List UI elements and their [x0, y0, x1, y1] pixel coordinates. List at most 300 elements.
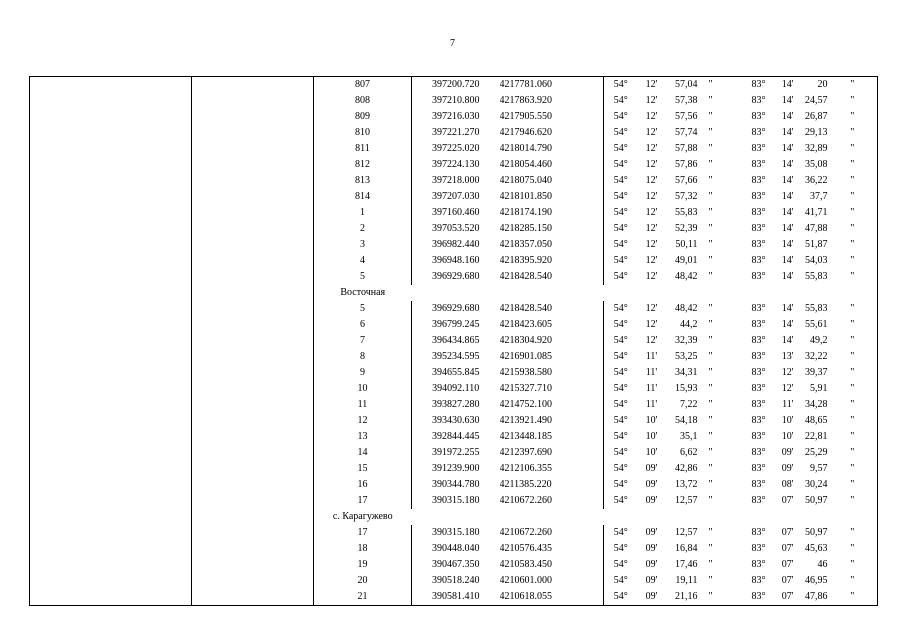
latitude-seconds-mark: ": [708, 463, 713, 474]
y-coordinate: 4218054.460: [500, 157, 604, 173]
empty-column-1: [30, 173, 192, 189]
longitude-seconds: 54,03: [805, 255, 828, 266]
latitude-degrees: 54°: [613, 175, 628, 186]
section-row: [30, 285, 878, 301]
point-number: 18: [314, 541, 412, 557]
longitude-seconds: 45,63: [805, 543, 828, 554]
latitude-seconds-mark: ": [708, 575, 713, 586]
longitude-seconds-mark: ": [828, 381, 878, 397]
longitude-seconds-mark: ": [828, 269, 878, 285]
point-number: 814: [314, 189, 412, 205]
latitude-seconds: 42,86: [675, 463, 698, 474]
y-coordinate: 4218101.850: [500, 189, 604, 205]
longitude-minutes: 14': [781, 127, 794, 138]
longitude-degrees: 83°: [751, 479, 766, 490]
y-coordinate: 4212106.355: [500, 461, 604, 477]
point-number: 12: [314, 413, 412, 429]
latitude-seconds: 32,39: [675, 335, 698, 346]
latitude-seconds: 57,66: [675, 175, 698, 186]
table-row: [30, 157, 878, 173]
x-coordinate: 397210.800: [432, 95, 480, 106]
latitude-seconds: 57,74: [675, 127, 698, 138]
table-body: [30, 77, 878, 606]
latitude-degrees: 54°: [613, 143, 628, 154]
empty-column-1: [30, 317, 192, 333]
longitude-minutes: 14': [781, 223, 794, 234]
point-number: 813: [314, 173, 412, 189]
empty-column-2: [192, 141, 314, 157]
latitude-degrees: 54°: [613, 111, 628, 122]
table-row: [30, 381, 878, 397]
latitude-seconds: 16,84: [675, 543, 698, 554]
point-number: 14: [314, 445, 412, 461]
latitude-seconds-mark: ": [708, 223, 713, 234]
latitude-degrees: 54°: [613, 527, 628, 538]
latitude-seconds: 7,22: [680, 399, 698, 410]
latitude-degrees: 54°: [613, 415, 628, 426]
longitude-degrees: 83°: [751, 175, 766, 186]
empty-column-1: [30, 141, 192, 157]
longitude-seconds-mark: ": [828, 173, 878, 189]
longitude-minutes: 12': [781, 383, 794, 394]
latitude-seconds-mark: ": [708, 255, 713, 266]
longitude-seconds: 36,22: [805, 175, 828, 186]
table-row: [30, 253, 878, 269]
longitude-seconds: 46: [817, 559, 828, 570]
y-coordinate: 4218428.540: [500, 269, 604, 285]
empty-column-2: [192, 301, 314, 317]
latitude-degrees: 54°: [613, 479, 628, 490]
latitude-seconds: 57,56: [675, 111, 698, 122]
empty-column-2: [192, 77, 314, 94]
empty-column-2: [192, 477, 314, 493]
point-number: 8: [314, 349, 412, 365]
y-coordinate: 4211385.220: [500, 477, 604, 493]
longitude-seconds: 39,37: [805, 367, 828, 378]
empty-column-1: [30, 573, 192, 589]
latitude-degrees: 54°: [613, 575, 628, 586]
empty-column-2: [192, 237, 314, 253]
longitude-degrees: 83°: [751, 207, 766, 218]
point-number: 13: [314, 429, 412, 445]
table-row: [30, 493, 878, 509]
latitude-minutes: 09': [645, 559, 658, 570]
empty-column-1: [30, 205, 192, 221]
empty-column-1: [30, 349, 192, 365]
longitude-degrees: 83°: [751, 271, 766, 282]
table-row: [30, 237, 878, 253]
longitude-seconds-mark: ": [828, 557, 878, 573]
coordinates-table: [29, 76, 878, 606]
longitude-minutes: 14': [781, 143, 794, 154]
latitude-degrees: 54°: [613, 431, 628, 442]
longitude-seconds-mark: ": [828, 365, 878, 381]
empty-column-1: [30, 525, 192, 541]
empty-column-1: [30, 157, 192, 173]
latitude-degrees: 54°: [613, 399, 628, 410]
longitude-seconds-mark: ": [828, 349, 878, 365]
section-blank: [412, 285, 878, 301]
x-coordinate: 397216.030: [432, 111, 480, 122]
empty-column-1: [30, 109, 192, 125]
latitude-minutes: 09': [645, 543, 658, 554]
latitude-seconds: 52,39: [675, 223, 698, 234]
x-coordinate: 390518.240: [432, 575, 480, 586]
latitude-degrees: 54°: [613, 271, 628, 282]
section-title: с. Карагужево: [332, 511, 393, 522]
latitude-degrees: 54°: [613, 223, 628, 234]
x-coordinate: 396929.680: [432, 271, 480, 282]
empty-column-2: [192, 221, 314, 237]
empty-column-1: [30, 237, 192, 253]
empty-column-1: [30, 541, 192, 557]
longitude-seconds: 50,97: [805, 527, 828, 538]
latitude-minutes: 12': [645, 303, 658, 314]
latitude-seconds-mark: ": [708, 543, 713, 554]
x-coordinate: 393827.280: [432, 399, 480, 410]
latitude-seconds-mark: ": [708, 111, 713, 122]
latitude-degrees: 54°: [613, 191, 628, 202]
table-row: [30, 541, 878, 557]
empty-column-2: [192, 349, 314, 365]
x-coordinate: 394092.110: [432, 383, 480, 394]
latitude-degrees: 54°: [604, 77, 638, 94]
latitude-degrees: 54°: [613, 303, 628, 314]
latitude-seconds-mark: ": [708, 559, 713, 570]
x-coordinate: 397053.520: [432, 223, 480, 234]
y-coordinate: 4215938.580: [500, 365, 604, 381]
latitude-seconds: 50,11: [675, 239, 698, 250]
longitude-seconds: 49,2: [810, 335, 828, 346]
table-row: [30, 125, 878, 141]
longitude-seconds-mark: ": [828, 333, 878, 349]
longitude-minutes: 14': [781, 255, 794, 266]
y-coordinate: 4210672.260: [500, 525, 604, 541]
table-row: [30, 93, 878, 109]
point-number: 11: [314, 397, 412, 413]
longitude-seconds-mark: ": [828, 301, 878, 317]
longitude-degrees: 83°: [751, 495, 766, 506]
latitude-seconds: 53,25: [675, 351, 698, 362]
latitude-degrees: 54°: [613, 383, 628, 394]
point-number: 17: [314, 525, 412, 541]
longitude-minutes: 07': [781, 575, 794, 586]
longitude-degrees: 83°: [751, 527, 766, 538]
latitude-seconds-mark: ": [708, 175, 713, 186]
empty-column-2: [192, 253, 314, 269]
latitude-minutes: 12': [645, 175, 658, 186]
empty-column-2: [192, 573, 314, 589]
longitude-seconds-mark: ": [828, 189, 878, 205]
longitude-degrees: 83°: [751, 191, 766, 202]
section-blank: [412, 509, 878, 525]
empty-column-1: [30, 509, 192, 525]
table-row: [30, 317, 878, 333]
latitude-seconds: 19,11: [675, 575, 698, 586]
latitude-seconds-mark: ": [708, 303, 713, 314]
table-row: [30, 141, 878, 157]
empty-column-1: [30, 397, 192, 413]
longitude-degrees: 83°: [751, 239, 766, 250]
longitude-degrees: 83°: [751, 447, 766, 458]
y-coordinate: 4218285.150: [500, 221, 604, 237]
longitude-seconds: 26,87: [805, 111, 828, 122]
longitude-minutes: 07': [781, 495, 794, 506]
empty-column-2: [192, 205, 314, 221]
empty-column-1: [30, 77, 192, 94]
empty-column-2: [192, 109, 314, 125]
latitude-minutes: 10': [645, 447, 658, 458]
latitude-minutes: 12': [645, 159, 658, 170]
latitude-seconds: 44,2: [680, 319, 698, 330]
longitude-minutes: 14': [781, 207, 794, 218]
longitude-minutes: 14': [781, 95, 794, 106]
latitude-seconds-mark: ": [708, 95, 713, 106]
longitude-minutes: 14': [781, 335, 794, 346]
empty-column-1: [30, 461, 192, 477]
longitude-minutes: 09': [781, 463, 794, 474]
longitude-seconds-mark: ": [828, 477, 878, 493]
latitude-minutes: 12': [645, 239, 658, 250]
x-coordinate: 392844.445: [432, 431, 480, 442]
empty-column-2: [192, 285, 314, 301]
longitude-degrees: 83°: [751, 575, 766, 586]
x-coordinate: 391972.255: [432, 447, 480, 458]
longitude-degrees: 83°: [751, 303, 766, 314]
x-coordinate: 396948.160: [432, 255, 480, 266]
empty-column-2: [192, 429, 314, 445]
latitude-degrees: 54°: [613, 495, 628, 506]
longitude-degrees: 83°: [724, 77, 766, 94]
table-row: [30, 365, 878, 381]
longitude-degrees: 83°: [724, 589, 766, 606]
table-row: [30, 205, 878, 221]
x-coordinate: 397225.020: [432, 143, 480, 154]
latitude-minutes: 12': [645, 335, 658, 346]
longitude-seconds-mark: ": [828, 125, 878, 141]
empty-column-2: [192, 397, 314, 413]
y-coordinate: 4218075.040: [500, 173, 604, 189]
point-number: 4: [314, 253, 412, 269]
longitude-minutes: 14': [766, 77, 794, 94]
longitude-minutes: 13': [781, 351, 794, 362]
x-coordinate: 391239.900: [432, 463, 480, 474]
latitude-seconds-mark: ": [708, 383, 713, 394]
latitude-seconds-mark: ": [708, 143, 713, 154]
point-number: 5: [314, 301, 412, 317]
latitude-minutes: 09': [645, 575, 658, 586]
point-number: 17: [314, 493, 412, 509]
table-row: [30, 173, 878, 189]
point-number: 6: [314, 317, 412, 333]
latitude-seconds: 12,57: [675, 495, 698, 506]
longitude-seconds-mark: ": [828, 397, 878, 413]
table-row: [30, 413, 878, 429]
latitude-degrees: 54°: [613, 367, 628, 378]
longitude-seconds: 29,13: [805, 127, 828, 138]
latitude-degrees: 54°: [613, 319, 628, 330]
y-coordinate: 4210583.450: [500, 557, 604, 573]
y-coordinate: 4210601.000: [500, 573, 604, 589]
latitude-minutes: 11': [645, 399, 658, 410]
longitude-degrees: 83°: [751, 543, 766, 554]
latitude-seconds: 57,04: [666, 77, 698, 94]
longitude-minutes: 14': [781, 175, 794, 186]
latitude-minutes: 12': [645, 207, 658, 218]
point-number: 811: [314, 141, 412, 157]
longitude-seconds-mark: ": [828, 493, 878, 509]
latitude-seconds-mark: ": [708, 527, 713, 538]
table-row: [30, 397, 878, 413]
x-coordinate: 397218.000: [432, 175, 480, 186]
longitude-minutes: 14': [781, 319, 794, 330]
empty-column-1: [30, 413, 192, 429]
longitude-degrees: 83°: [751, 319, 766, 330]
latitude-degrees: 54°: [613, 543, 628, 554]
latitude-minutes: 10': [645, 431, 658, 442]
point-number: 5: [314, 269, 412, 285]
longitude-seconds: 32,22: [805, 351, 828, 362]
x-coordinate: 396434.865: [432, 335, 480, 346]
latitude-seconds: 6,62: [680, 447, 698, 458]
latitude-minutes: 09': [645, 495, 658, 506]
empty-column-1: [30, 125, 192, 141]
longitude-seconds-mark: ": [828, 141, 878, 157]
longitude-seconds-mark: ": [828, 109, 878, 125]
longitude-degrees: 83°: [751, 463, 766, 474]
longitude-minutes: 07': [781, 559, 794, 570]
latitude-seconds-mark: ": [708, 335, 713, 346]
table-row: [30, 77, 878, 94]
latitude-minutes: 11': [645, 367, 658, 378]
latitude-minutes: 12': [645, 143, 658, 154]
latitude-degrees: 54°: [613, 335, 628, 346]
longitude-minutes: 10': [781, 431, 794, 442]
longitude-degrees: 83°: [751, 383, 766, 394]
point-number: 807: [314, 77, 412, 94]
longitude-seconds-mark: ": [828, 157, 878, 173]
point-number: 10: [314, 381, 412, 397]
x-coordinate: 397224.130: [432, 159, 480, 170]
latitude-seconds: 57,86: [675, 159, 698, 170]
table-row: [30, 333, 878, 349]
latitude-seconds: 15,93: [675, 383, 698, 394]
latitude-seconds-mark: ": [708, 239, 713, 250]
empty-column-2: [192, 317, 314, 333]
empty-column-1: [30, 253, 192, 269]
y-coordinate: 4218428.540: [500, 301, 604, 317]
longitude-seconds-mark: ": [828, 461, 878, 477]
latitude-degrees: 54°: [613, 463, 628, 474]
longitude-minutes: 08': [781, 479, 794, 490]
longitude-degrees: 83°: [751, 335, 766, 346]
longitude-seconds-mark: ": [828, 573, 878, 589]
point-number: 809: [314, 109, 412, 125]
latitude-minutes: 09': [645, 463, 658, 474]
empty-column-2: [192, 557, 314, 573]
x-coordinate: 390315.180: [432, 527, 480, 538]
x-coordinate: 396929.680: [432, 303, 480, 314]
latitude-seconds-mark: ": [708, 271, 713, 282]
y-coordinate: 4217905.550: [500, 109, 604, 125]
page-number: 7: [450, 38, 455, 49]
point-number: 810: [314, 125, 412, 141]
latitude-degrees: 54°: [613, 351, 628, 362]
longitude-seconds: 55,83: [805, 271, 828, 282]
longitude-degrees: 83°: [751, 255, 766, 266]
longitude-seconds: 32,89: [805, 143, 828, 154]
empty-column-2: [192, 461, 314, 477]
x-coordinate: 395234.595: [432, 351, 480, 362]
latitude-seconds: 35,1: [680, 431, 698, 442]
longitude-seconds-mark: ": [828, 589, 878, 606]
latitude-seconds-mark: ": [708, 415, 713, 426]
table-row: [30, 301, 878, 317]
longitude-degrees: 83°: [751, 367, 766, 378]
empty-column-2: [192, 333, 314, 349]
latitude-seconds-mark: ": [698, 77, 724, 94]
longitude-minutes: 09': [781, 447, 794, 458]
longitude-degrees: 83°: [751, 559, 766, 570]
longitude-seconds: 41,71: [805, 207, 828, 218]
longitude-seconds: 50,97: [805, 495, 828, 506]
y-coordinate: 4218395.920: [500, 253, 604, 269]
empty-column-2: [192, 189, 314, 205]
x-coordinate: 397160.460: [432, 207, 480, 218]
longitude-seconds: 47,88: [805, 223, 828, 234]
empty-column-1: [30, 269, 192, 285]
latitude-degrees: 54°: [613, 255, 628, 266]
empty-column-1: [30, 381, 192, 397]
empty-column-1: [30, 301, 192, 317]
longitude-seconds: 47,86: [794, 589, 828, 606]
y-coordinate: 4218357.050: [500, 237, 604, 253]
empty-column-2: [192, 445, 314, 461]
section-title: Восточная: [340, 287, 386, 298]
x-coordinate: 397207.030: [432, 191, 480, 202]
longitude-degrees: 83°: [751, 351, 766, 362]
y-coordinate: 4210576.435: [500, 541, 604, 557]
longitude-degrees: 83°: [751, 127, 766, 138]
table-row: [30, 349, 878, 365]
longitude-minutes: 07': [781, 527, 794, 538]
longitude-degrees: 83°: [751, 143, 766, 154]
longitude-seconds: 55,61: [805, 319, 828, 330]
x-coordinate: 390467.350: [432, 559, 480, 570]
empty-column-1: [30, 365, 192, 381]
y-coordinate: 4213921.490: [500, 413, 604, 429]
table-row: [30, 557, 878, 573]
x-coordinate: 396982.440: [432, 239, 480, 250]
empty-column-1: [30, 493, 192, 509]
y-coordinate: 4210618.055: [500, 589, 604, 606]
empty-column-1: [30, 285, 192, 301]
longitude-seconds: 48,65: [805, 415, 828, 426]
x-coordinate: 390315.180: [432, 495, 480, 506]
x-coordinate: 393430.630: [432, 415, 480, 426]
longitude-degrees: 83°: [751, 223, 766, 234]
latitude-minutes: 09': [638, 589, 666, 606]
point-number: 21: [314, 589, 412, 606]
table-row: [30, 573, 878, 589]
longitude-seconds: 35,08: [805, 159, 828, 170]
empty-column-1: [30, 333, 192, 349]
y-coordinate: 4212397.690: [500, 445, 604, 461]
empty-column-2: [192, 365, 314, 381]
longitude-minutes: 12': [781, 367, 794, 378]
latitude-minutes: 12': [645, 319, 658, 330]
point-number: 3: [314, 237, 412, 253]
